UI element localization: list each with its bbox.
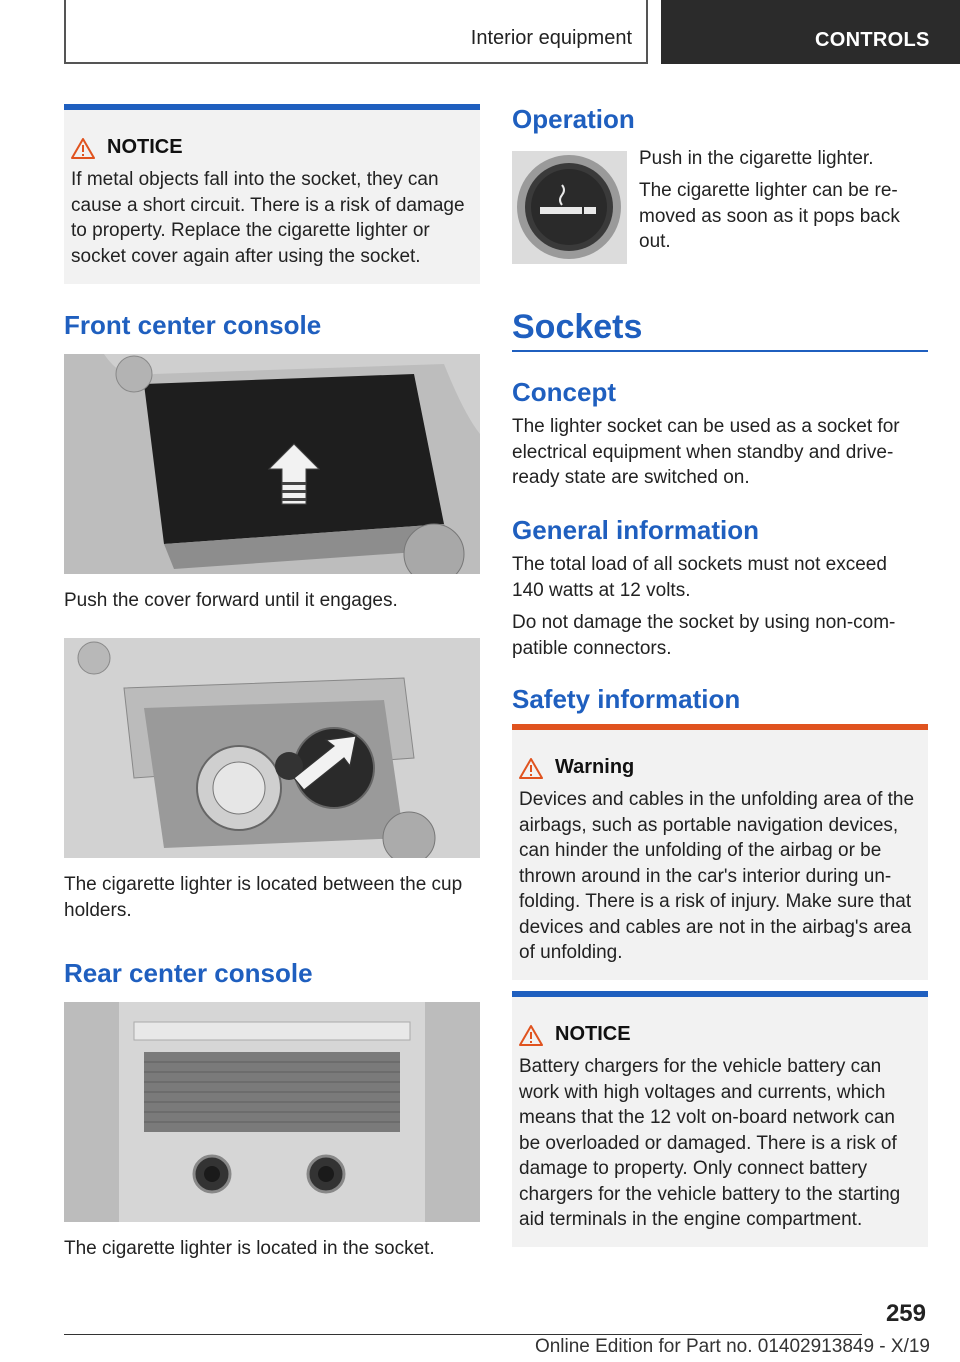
notice-battery-title: NOTICE [555, 1023, 631, 1045]
cup-holder-illustration [64, 638, 480, 858]
warning-triangle-icon [71, 137, 95, 159]
notice-title: NOTICE [107, 136, 183, 158]
console-cover-illustration [64, 354, 480, 574]
general-info-text-1: The total load of all sockets must not exceed 140 watts at 12 volts. [512, 554, 887, 601]
notice-box [64, 104, 480, 284]
page-number: 259 [885, 1300, 926, 1327]
header-section-tab [64, 0, 648, 64]
header-chapter-tab [661, 0, 960, 64]
operation-text-2: The cigarette lighter can be re‐moved as soon as it pops back out. [639, 180, 900, 252]
operation-text-1: Push in the cigarette lighter. [639, 148, 874, 169]
front-console-cover-image [64, 354, 480, 574]
front-center-console-heading: Front center console [64, 310, 322, 340]
caption-lighter-between-cup-holders: The cigarette lighter is located between the cup holders. [64, 874, 463, 921]
general-information-heading: General information [512, 515, 760, 545]
notice-header [71, 136, 472, 159]
general-info-text-2: Do not damage the socket by using non-com‐patible connectors. [512, 612, 896, 659]
rear-console-illustration [64, 1002, 480, 1222]
footer-edition-text: Online Edition for Part no. 01402913849 - X/19 [534, 1336, 930, 1357]
caption-push-cover: Push the cover forward until it engages. [64, 590, 398, 611]
footer-rule [64, 1334, 862, 1335]
sockets-heading-rule [512, 350, 928, 352]
operation-heading: Operation [512, 104, 635, 134]
warning-header [519, 756, 920, 779]
sockets-heading: Sockets [512, 308, 643, 346]
concept-heading: Concept [512, 377, 616, 407]
notice-text: If metal objects fall into the socket, they can cause a short circuit. There is a risk of damage to property. Replace the cigarette lighter or socket cover again after using the socket. [71, 169, 465, 267]
warning-triangle-icon [519, 757, 543, 779]
rear-center-console-heading: Rear center console [64, 958, 313, 988]
header-chapter-title: CONTROLS [815, 29, 930, 51]
safety-information-heading: Safety information [512, 684, 741, 714]
caption-lighter-in-socket: The cigarette lighter is located in the socket. [64, 1238, 435, 1259]
notice-battery-text: Battery chargers for the vehicle battery can work with high voltages and currents, which means that the 12 volt on-board network can be overloaded or damaged. There is a risk of damage to property. Only connect battery chargers for the vehicle battery to the starting aid terminals in the engine compartment. [519, 1056, 901, 1230]
cigarette-lighter-image [512, 151, 627, 264]
concept-text: The lighter socket can be used as a socket for electrical equipment when standby and drive‐ready state are switched on. [512, 416, 900, 488]
warning-title: Warning [555, 756, 635, 778]
cup-holder-lighter-image [64, 638, 480, 858]
warning-triangle-icon [519, 1024, 543, 1046]
cigarette-lighter-icon [512, 151, 627, 264]
header-section-title: Interior equipment [470, 27, 632, 49]
notice-battery-header [519, 1023, 920, 1046]
notice-box-battery [512, 991, 928, 1247]
rear-console-socket-image [64, 1002, 480, 1222]
warning-text: Devices and cables in the unfolding area of the airbags, such as portable navigation devices, can hinder the unfolding of the airbag or be thrown around in the car's interior during un‐folding. There is a risk of injury. Make sure that devices and cables are not in the airbag's area of unfolding. [519, 789, 915, 963]
warning-box [512, 724, 928, 980]
